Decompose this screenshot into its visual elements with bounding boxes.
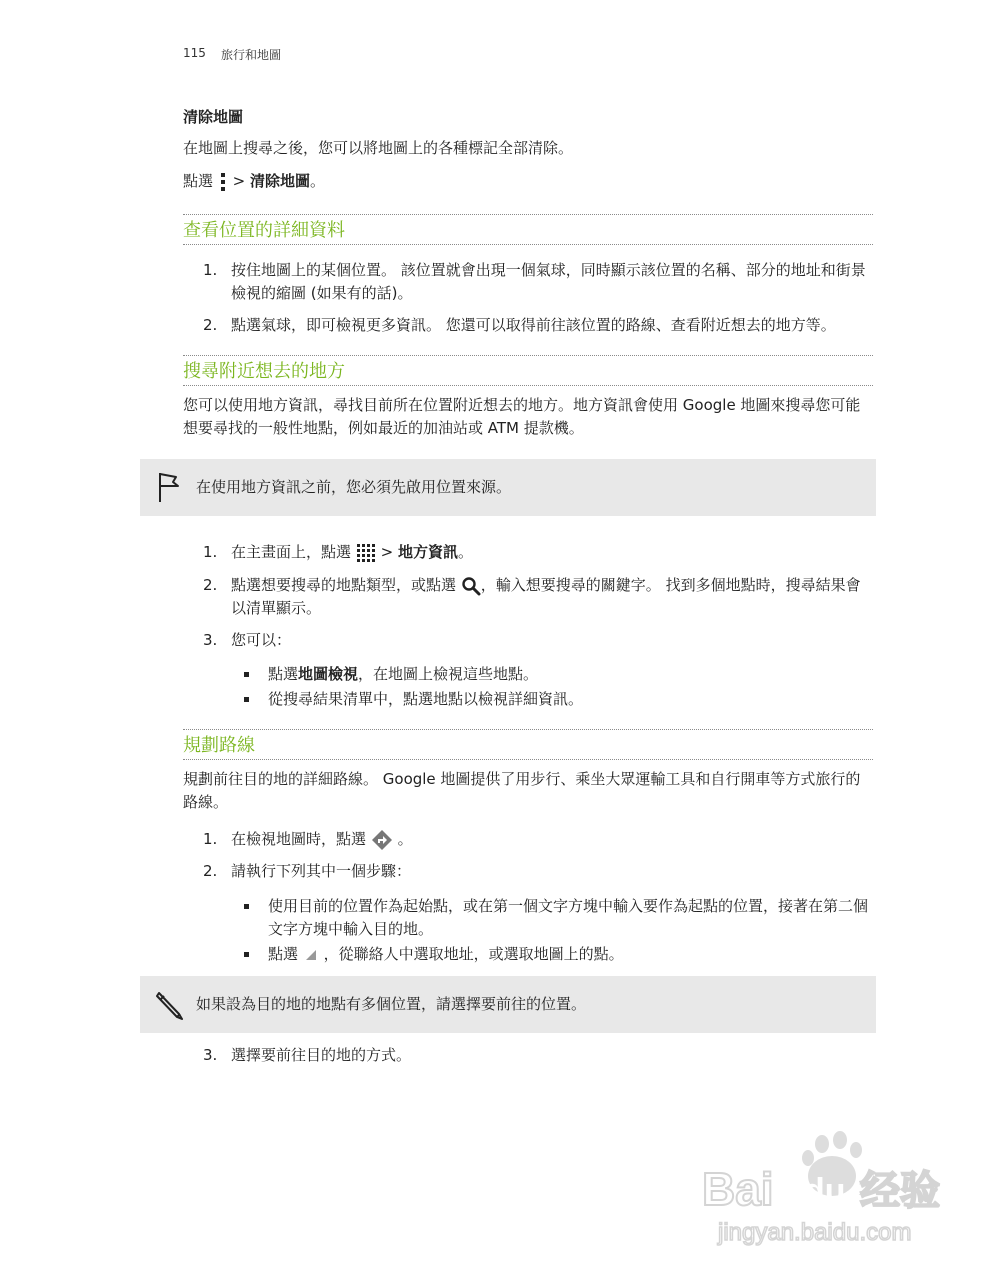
pencil-icon: [152, 986, 186, 1022]
bullet-text: 使用目前的位置作為起始點，或在第一個文字方塊中輸入要作為起點的位置，接著在第二個文字方塊中輸入目的地。: [268, 897, 869, 938]
step-rest: ，輸入想要搜尋的關鍵字。 找到多個地點時，搜尋結果會以清單顯示。: [231, 576, 861, 617]
bullet-item: [244, 895, 874, 941]
clear-map-step-suffix: 。: [309, 172, 325, 190]
list-item: [203, 574, 875, 620]
bullet-prefix: 點選: [268, 665, 299, 683]
list-item-number: 2.: [203, 316, 218, 334]
list-item: [203, 314, 875, 337]
section-title-directions-text: 規劃路線: [183, 735, 255, 756]
section-title-details-text: 查看位置的詳細資料: [183, 220, 345, 241]
clear-map-title: 清除地圖: [183, 108, 244, 126]
search-icon: [461, 576, 481, 596]
list-item-text: [231, 828, 875, 851]
step-sep: >: [380, 543, 394, 561]
bullet-dot: [244, 952, 249, 957]
clear-map-step: [183, 170, 325, 193]
section-title-nearby-text: 搜尋附近想去的地方: [183, 361, 345, 382]
list-item: [203, 541, 875, 564]
note-text: 在使用地方資訊之前，您必須先啟用位置來源。: [196, 478, 512, 496]
clear-map-step-prefix: 點選: [183, 172, 214, 190]
step-bold: 地方資訊: [397, 543, 458, 561]
step-suffix: 。: [457, 543, 473, 561]
clear-map-step-bold: 清除地圖: [249, 172, 310, 190]
directions-desc: 規劃前往目的地的詳細路線。 Google 地圖提供了用步行、乘坐大眾運輸工具和自行開車等方式旅行的路線。: [183, 770, 861, 811]
list-item-number: 1.: [203, 543, 218, 561]
watermark-brand-a: Bai: [702, 1163, 774, 1215]
section-title-details: [183, 214, 873, 245]
bullet-suffix: ，在地圖上檢視這些地點。: [358, 665, 539, 683]
note-text: 如果設為目的地的地點有多個位置，請選擇要前往的位置。: [196, 995, 587, 1013]
directions-icon: [371, 829, 393, 851]
watermark-url: jingyan.baidu.com: [718, 1219, 912, 1246]
bullet-prefix: 點選: [268, 945, 299, 963]
list-item-number: 2.: [203, 576, 218, 594]
bullet-item: [244, 663, 874, 686]
bullet-item: [244, 943, 874, 966]
list-item: [203, 259, 875, 305]
bullet-bold: 地圖檢視: [298, 665, 359, 683]
section-title-directions: [183, 729, 873, 760]
note-box-destination: [140, 976, 876, 1033]
list-item: [203, 1044, 875, 1067]
list-item-number: 2.: [203, 862, 218, 880]
bullet-text: [268, 663, 874, 686]
list-item-text: [231, 574, 875, 620]
list-item: [203, 828, 875, 851]
bullet-text: [268, 943, 874, 966]
baidu-watermark: [700, 1130, 960, 1250]
chapter-title: 旅行和地圖: [221, 48, 282, 62]
list-item-number: 1.: [203, 830, 218, 848]
step-prefix: 在主畫面上，點選: [231, 543, 352, 561]
menu-dots-icon: [218, 172, 228, 192]
step-suffix: 。: [397, 830, 413, 848]
watermark-brand-c: 经验: [860, 1168, 940, 1214]
list-item-number: 1.: [203, 261, 218, 279]
clear-map-step-sep: >: [232, 172, 246, 190]
list-item: [203, 860, 875, 883]
section-title-nearby: [183, 355, 873, 386]
step-prefix: 點選想要搜尋的地點類型，或點選: [231, 576, 457, 594]
bullet-dot: [244, 904, 249, 909]
list-item-text: 您可以：: [231, 631, 292, 649]
list-item-text: 選擇要前往目的地的方式。: [231, 1046, 412, 1064]
bullet-item: [244, 688, 874, 711]
flag-icon: [152, 469, 186, 505]
step-prefix: 在檢視地圖時，點選: [231, 830, 367, 848]
bullet-suffix: ，從聯絡人中選取地址，或選取地圖上的點。: [323, 945, 624, 963]
list-item: [203, 629, 875, 652]
app-grid-icon: [356, 543, 376, 563]
note-box-location: [140, 459, 876, 516]
bullet-text: 從搜尋結果清單中，點選地點以檢視詳細資訊。: [268, 690, 584, 708]
list-item-text: 點選氣球，即可檢視更多資訊。 您還可以取得前往該位置的路線、查看附近想去的地方等。: [231, 316, 836, 334]
nearby-desc: 您可以使用地方資訊，尋找目前所在位置附近想去的地方。地方資訊會使用 Google 地圖來搜尋您可能想要尋找的一般性地點，例如最近的加油站或 ATM 提款機。: [183, 396, 861, 437]
clear-map-desc: 在地圖上搜尋之後，您可以將地圖上的各種標記全部清除。: [183, 139, 574, 157]
list-item-number: 3.: [203, 1046, 218, 1064]
watermark-brand-b: du: [804, 1172, 846, 1210]
page-number: 115: [183, 46, 206, 60]
list-item-text: 請執行下列其中一個步驟：: [231, 862, 412, 880]
list-item-text: [231, 541, 875, 564]
list-item-number: 3.: [203, 631, 218, 649]
contact-picker-triangle-icon: [303, 948, 319, 962]
bullet-dot: [244, 672, 249, 677]
list-item-text: 按住地圖上的某個位置。 該位置就會出現一個氣球，同時顯示該位置的名稱、部分的地址和街景檢視的縮圖 (如果有的話)。: [231, 261, 866, 302]
bullet-dot: [244, 697, 249, 702]
